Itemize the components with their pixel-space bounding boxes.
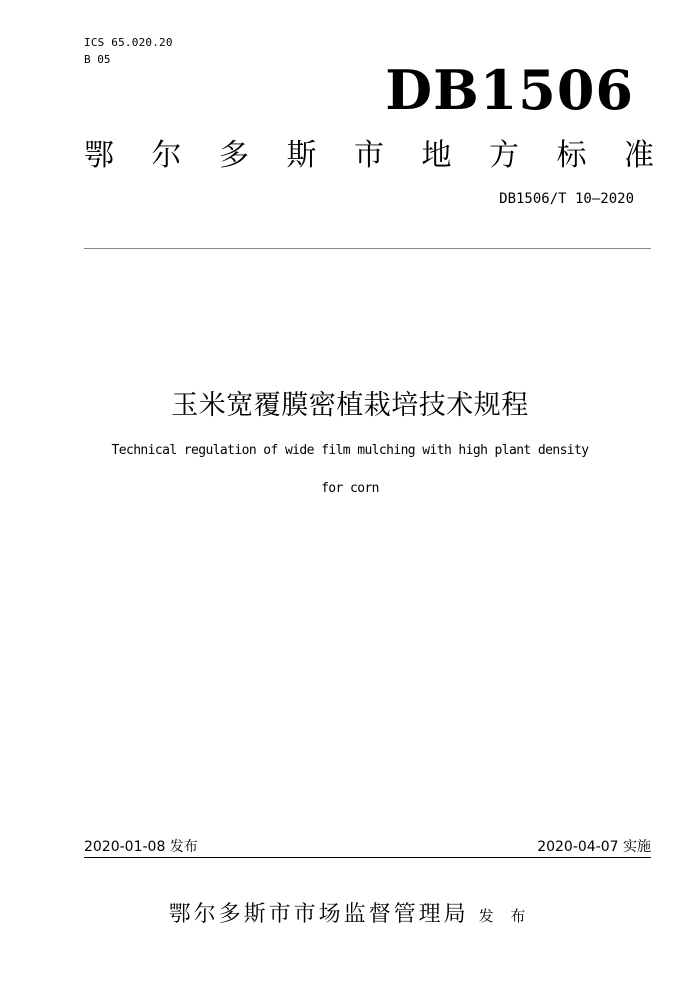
standard-name-char: 地 [421, 138, 452, 173]
standard-code-logo: DB1506 [385, 58, 634, 122]
header-divider [84, 248, 651, 249]
document-title-en-line2: for corn [321, 481, 379, 496]
standard-name-char: 尔 [151, 138, 182, 173]
classification-code: B 05 [84, 53, 111, 66]
document-title-cn: 玉米宽覆膜密植栽培技术规程 [171, 390, 529, 421]
standard-name-char: 鄂 [84, 138, 114, 173]
standard-number: DB1506/T 10—2020 [499, 191, 634, 207]
standard-name [84, 136, 654, 176]
standard-name-char: 准 [624, 138, 654, 173]
standard-name-char: 标 [556, 138, 587, 173]
issuer-line [0, 900, 700, 931]
issuer-suffix: 发 布 [478, 907, 532, 925]
footer-divider [84, 857, 651, 858]
issue-date: 2020-01-08 发布 [84, 839, 198, 855]
standard-name-char: 市 [354, 138, 384, 173]
document-title-en-line1: Technical regulation of wide film mulching with high plant density [111, 443, 589, 458]
standard-name-char: 斯 [286, 138, 317, 173]
implementation-date: 2020-04-07 实施 [537, 839, 651, 855]
standard-name-char: 方 [489, 138, 519, 173]
ics-code: ICS 65.020.20 [84, 36, 173, 49]
standard-name-char: 多 [219, 138, 249, 173]
issuer-name: 鄂尔多斯市市场监督管理局 [168, 902, 469, 927]
